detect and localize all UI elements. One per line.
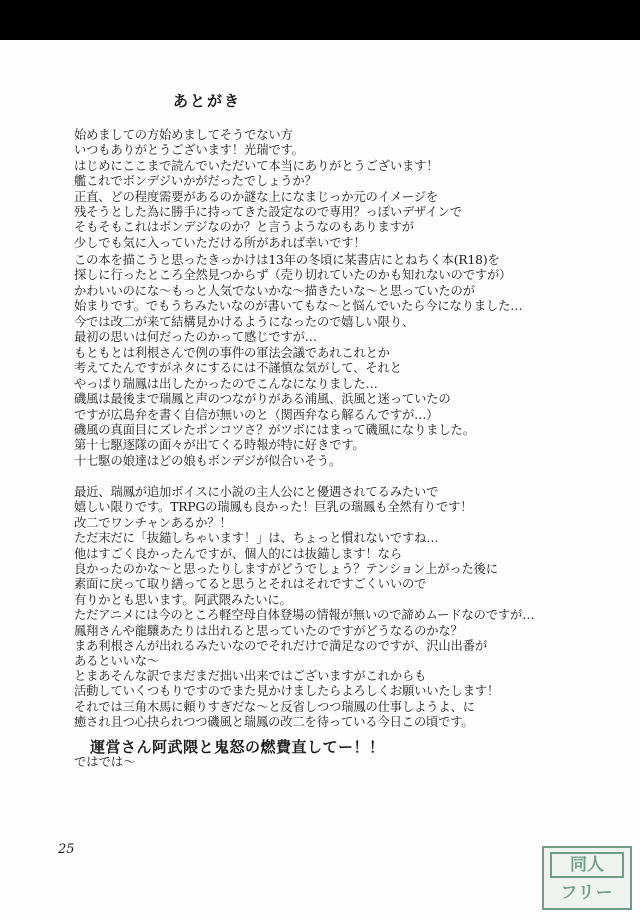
text-line: 癒され且つ心抉られつつ磯風と瑞鳳の改二を待っている今日この頃です。	[74, 715, 474, 730]
text-line: 磯風は最後まで瑞鳳と声のつながりがある浦風、浜風と迷っていたの	[74, 392, 451, 407]
watermark-bottom-text: フリー	[560, 883, 614, 903]
text-line: 始めましての方始めましてそうでない方	[74, 128, 293, 142]
text-line: 嬉しい限りです。TRPGの瑞鳳も良かった！巨乳の瑞鳳も全然有りです！	[74, 500, 473, 515]
afterword-title: あとがき	[173, 92, 242, 110]
text-line: 正直、どの程度需要があるのか謎な上になまじっか元のイメージを	[74, 189, 439, 204]
bold-request-line: 運営さん阿武隈と鬼怒の燃費直してー！！	[90, 738, 385, 756]
afterword-paragraph-2	[74, 253, 522, 345]
top-black-bar	[0, 0, 640, 40]
text-line: 活動していくつもりですのでまた見かけましたらよろしくお願いいたします！	[74, 684, 500, 699]
text-line: 探しに行ったところ全然見つからず（売り切れていたのかも知れないのですが）	[74, 268, 512, 283]
text-line: ただアニメには今のところ軽空母自体登場の情報が無いので諦めムードなのですが…	[74, 608, 535, 623]
text-line: もともとは利根さんで例の事件の軍法会議であれこれとか	[74, 346, 390, 360]
text-line: 素面に戻って取り繕ってると思うとそれはそれですごくいいので	[74, 577, 427, 592]
afterword-paragraph-1	[74, 128, 462, 251]
afterword-paragraph-4	[74, 485, 534, 670]
text-line: 改二でワンチャンあるか？！	[74, 515, 232, 530]
signoff-line: ではでは〜	[74, 755, 136, 769]
text-line: かわいいのにな〜もっと人気でないかな〜描きたいな〜と思っていたのが	[74, 283, 475, 298]
text-line: 少しでも気に入っていただける所があれば幸いです！	[74, 235, 366, 250]
afterword-paragraph-3	[74, 346, 475, 469]
text-line: 艦これでボンデジいかがだったでしょうか？	[74, 174, 317, 189]
text-line: やっぱり瑞鳳は出したかったのでこんなになりました…	[74, 376, 378, 391]
text-line: 最近、瑞鳳が追加ボイスに小説の主人公にと優遇されてるみたいで	[74, 485, 439, 499]
text-line: 他はすごく良かったんですが、個人的には抜錨します！なら	[74, 546, 402, 561]
text-line: 良かったのかな〜と思ったりしますがどうでしょう？テンション上がった後に	[74, 562, 498, 577]
page-number: 25	[58, 842, 75, 857]
text-line: この本を描こうと思ったきっかけは13年の冬頃に某書店にとねちく本(R18)を	[74, 253, 500, 267]
doujin-free-watermark	[542, 846, 632, 910]
text-line: 十七駆の娘達はどの娘もボンデジが似合いそう。	[74, 453, 341, 468]
text-line: 有りかとも思います。阿武隈みたいに。	[74, 592, 292, 607]
text-line: 磯風の真面目にズレたポンコツさ？がツボにはまって磯風になりました。	[74, 423, 475, 438]
text-line: ですが広島弁を書く自信が無いのと（関西弁なら解るんですが…）	[74, 407, 439, 422]
watermark-top-text: 同人	[550, 852, 624, 878]
text-line: そもそもこれはボンデジなのか？と言うようなのもありますが	[74, 220, 414, 235]
text-line: いつもありがとうございます！光瑞です。	[74, 143, 304, 158]
text-line: はじめにここまで読んでいただいて本当にありがとうございます！	[74, 158, 439, 173]
text-line: 第十七駆逐隊の面々が出てくる時報が特に好きです。	[74, 438, 365, 453]
text-line: 最初の思いは何だったのかって感じですが…	[74, 330, 317, 345]
text-line: それでは三角木馬に頼りすぎだな〜と反省しつつ瑞鳳の仕事しようよ、に	[74, 699, 475, 714]
text-line: まあ利根さんが出れるみたいなのでそれだけで満足なのですが、沢山出番が	[74, 639, 487, 654]
text-line: とまあそんな訳でまだまだ拙い出来ではございますがこれからも	[74, 669, 427, 683]
afterword-paragraph-5	[74, 669, 499, 731]
text-line: 今では改二が来て結構見かけるようになったので嬉しい限り、	[74, 314, 415, 329]
text-line: 始まりです。でもうちみたいなのが書いてもな〜と悩んでいたら今になりました…	[74, 299, 523, 314]
text-line: あるといいな〜	[74, 654, 160, 669]
text-line: ただ末だに「抜錨しちゃいます！」は、ちょっと慣れないですね…	[74, 531, 439, 546]
text-line: 残そうとした為に勝手に持ってきた設定なので専用？っぽいデザインで	[74, 205, 462, 220]
text-line: 鳳翔さんや龍驤あたりは出れると思っていたのですがどうなるのかな？	[74, 623, 463, 638]
text-line: 考えてたんですがネタにするには不謹慎な気がして、それと	[74, 361, 402, 376]
